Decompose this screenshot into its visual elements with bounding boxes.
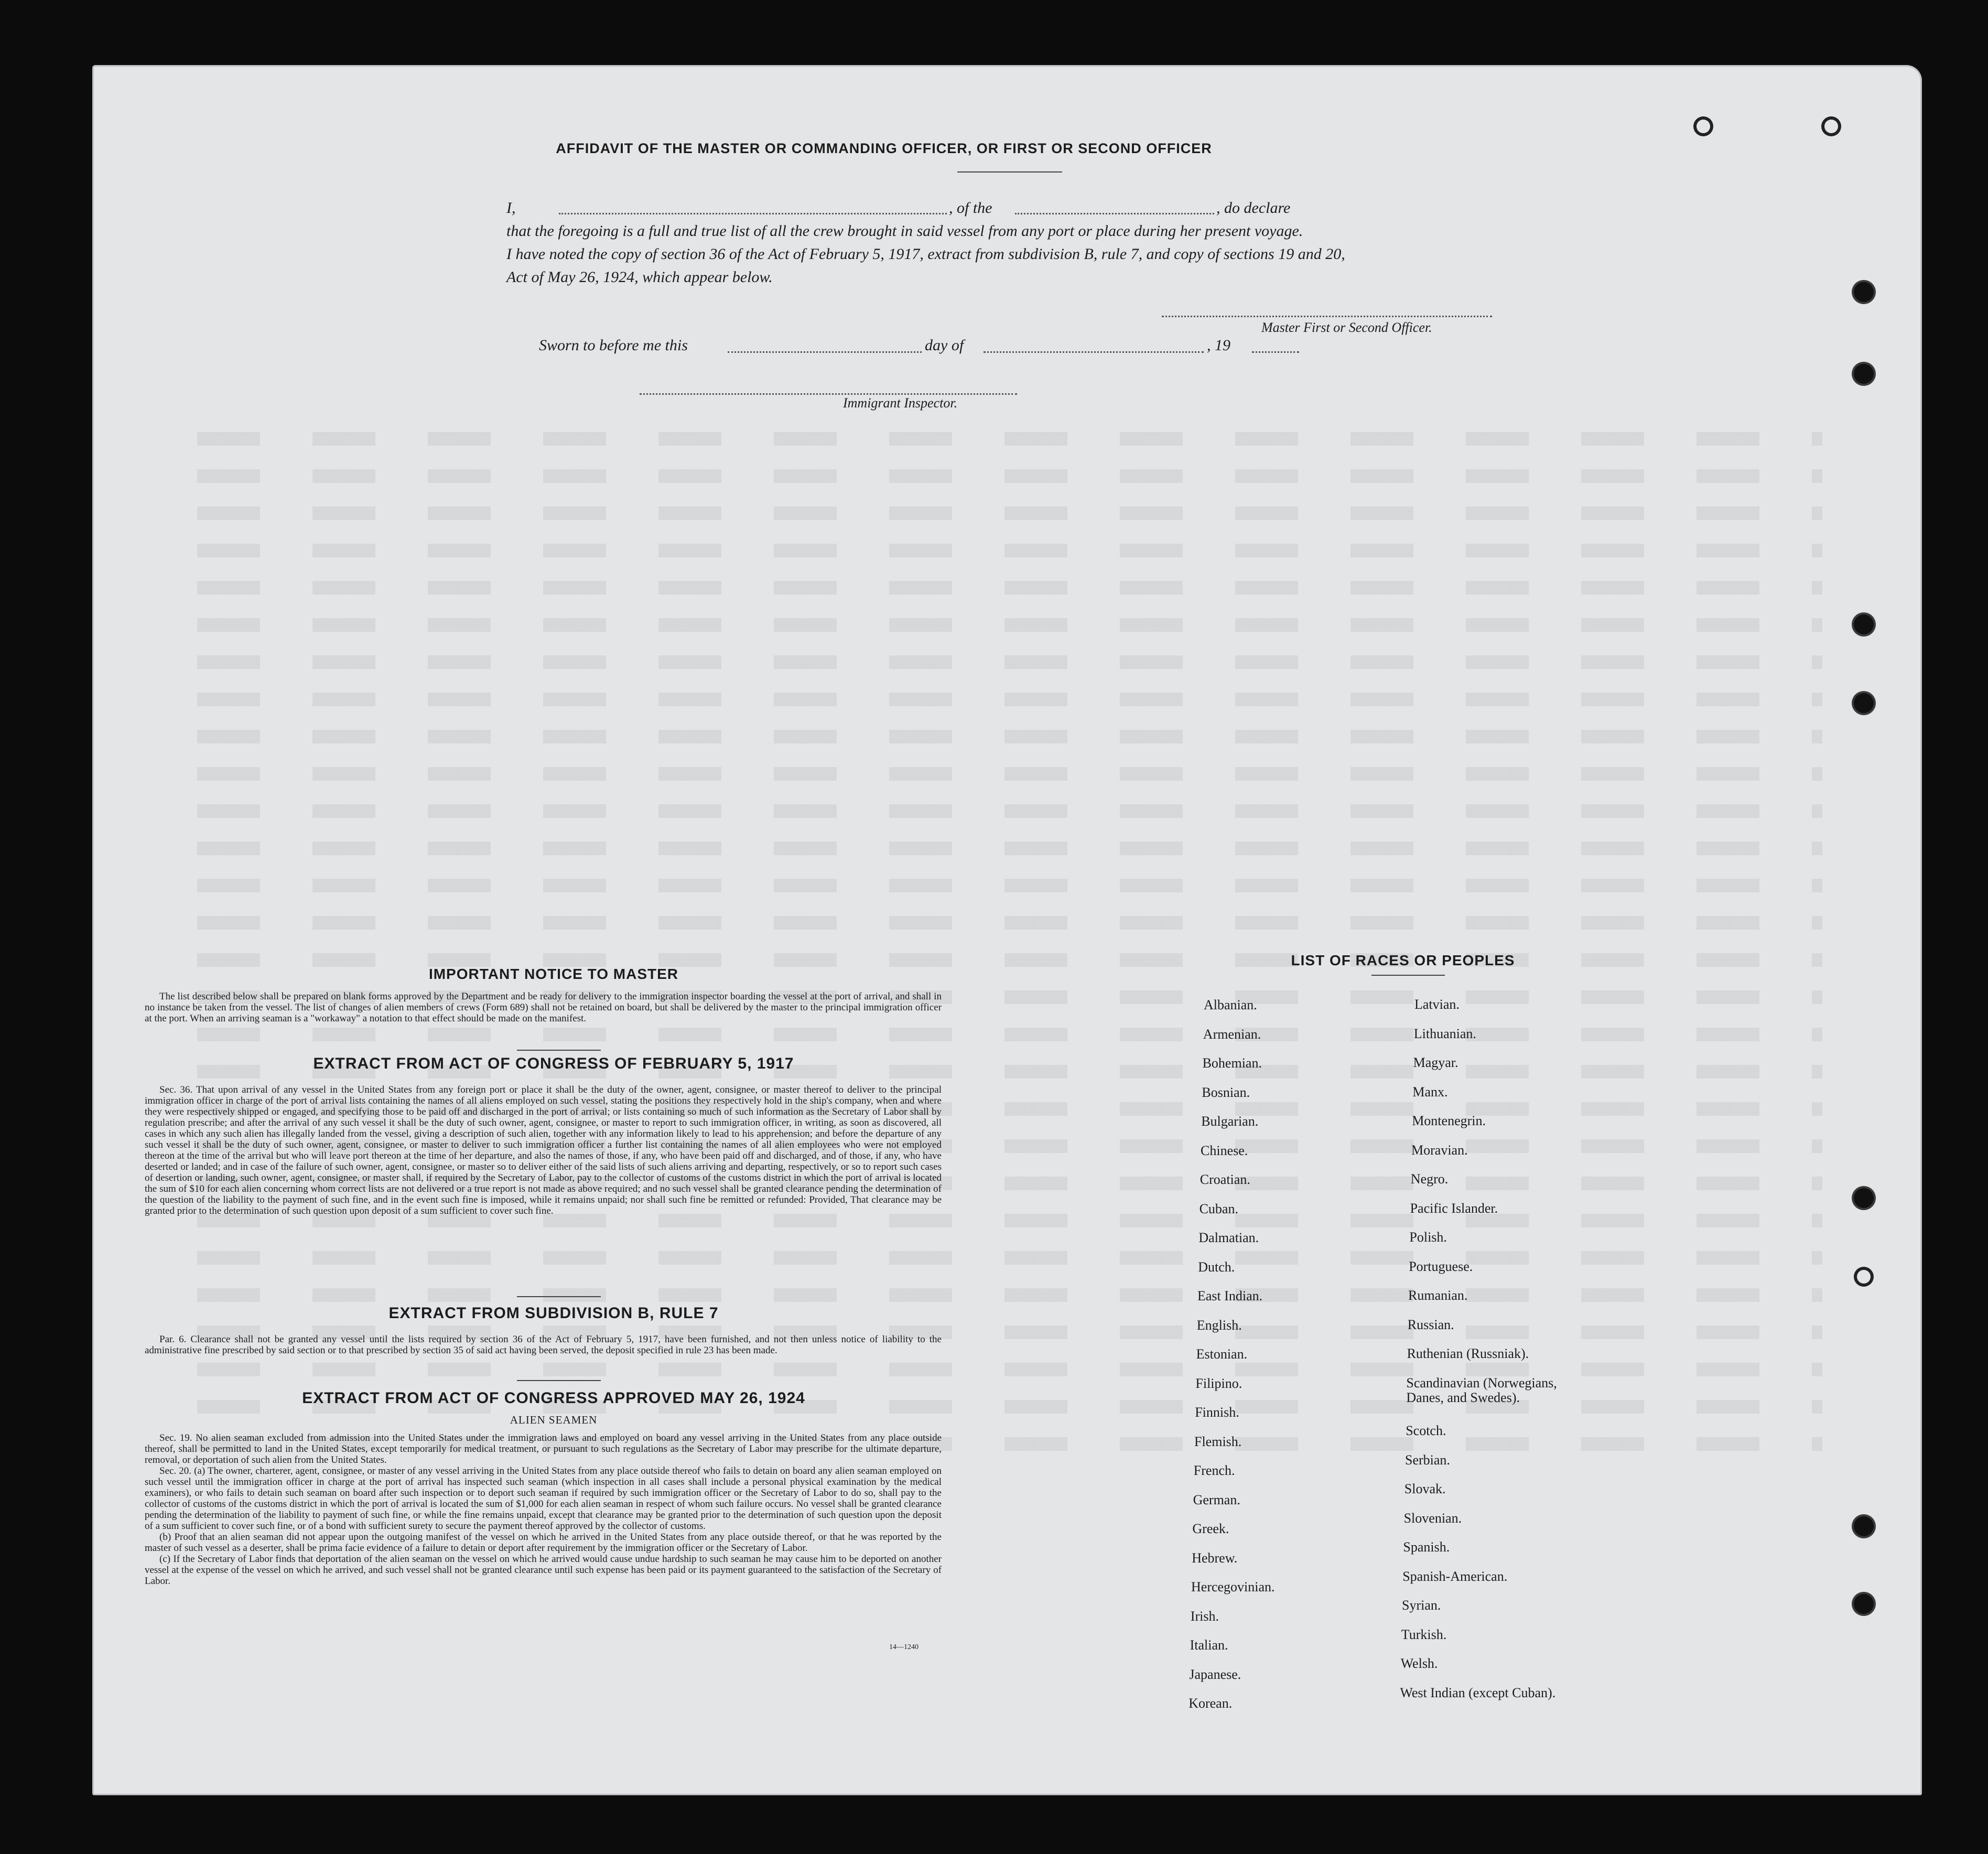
affidavit-line-3: Act of May 26, 1924, which appear below.: [506, 268, 773, 286]
binder-hole: [1854, 1267, 1874, 1287]
bleed-through-row: [197, 655, 1822, 669]
sec-36-paragraph: Sec. 36. That upon arrival of any vessel in the United States from any foreign port or place it shall be the duty of the owner, agent, consignee, or master thereof to deliver to the principal immigration officer in charge of the port of arrival lists containing the names of all aliens employed on such vessel, stating the positions they respectively hold in the ship's company, when and where they were respectively shipped or engaged, and specifying those to be paid off and discharged in the port of arrival; or lists containing so much of such information as the Secretary of Labor shall by regulation prescribe; and after the arrival of any such vessel it shall be the duty of such owner, agent, consignee, or master to report to such immigration officer, in writing, as soon as discovered, all cases in which any such alien has illegally landed from the vessel, giving a description of such alien, together with any information likely to lead to his apprehension; and before the departure of any such vessel it shall be the duty of such owner, agent, consignee, or master to deliver to such immigration officer a further list containing the names of all alien employees who were not employed thereon at the time of the arrival but who will leave port thereon at the time of her departure, and also the names of those, if any, who have been paid off and discharged, and of those, if any, who have deserted or landed; and in case of the failure of such owner, agent, consignee, or master so to deliver either of the said lists of such aliens arriving and departing, respectively, or so to report such cases of desertion or landing, such owner, agent, consignee, or master shall, if required by the Secretary of Labor, pay to the collector of customs of the customs district in which the port of arrival is located the sum of $10 for each alien concerning whom correct lists are not delivered or a true report is not made as above required; and no such vessel shall be granted clearance pending the determination of the question of the liability to the payment of such fine, and in the event such fine is imposed, while it remains unpaid; nor shall such fine be remitted or refunded: Provided, That clearance may be granted prior to the determination of such question upon deposit of a sum sufficient to cover such fine.: [145, 1084, 942, 1216]
binder-hole: [1854, 1516, 1874, 1536]
race-item: German.: [1193, 1492, 1240, 1507]
sec-19-paragraph: Sec. 19. No alien seaman excluded from admission into the United States under the immigration laws and employed on board any vessel arriving in the United States from any place outside thereof, shall be permitted to land in the United States, except temporarily for medical treatment, or pursuant to such regulations as the Secretary of Labor may prescribe for the ultimate departure, removal, or deportation of such alien from the United States.: [145, 1432, 942, 1465]
bleed-through-row: [197, 1251, 1822, 1265]
bleed-through-row: [197, 469, 1822, 483]
sworn-year-field[interactable]: [1252, 351, 1299, 353]
binder-hole: [1854, 1188, 1874, 1208]
race-item: Spanish-American.: [1402, 1568, 1508, 1584]
race-item: Ruthenian (Russniak).: [1407, 1346, 1529, 1361]
race-item: Italian.: [1190, 1637, 1228, 1653]
race-item: Spanish.: [1403, 1539, 1450, 1555]
race-item: English.: [1196, 1317, 1242, 1333]
binder-hole-top-2: [1821, 116, 1841, 136]
notice-paragraph: The list described below shall be prepared on blank forms approved by the Department and be ready for delivery to the immigration inspector boarding the vessel at the port of arrival, and shall in no instance be taken from the vessel. The list of changes of alien members of crews (Form 689) shall not be retained on board, but shall be delivered by the master to the principal immigration officer at the port. When an arriving seaman is a "workaway" a notation to that effect should be made on the manifest.: [145, 991, 942, 1024]
race-item: Flemish.: [1194, 1433, 1242, 1449]
race-item: Pacific Islander.: [1410, 1200, 1498, 1216]
binder-hole: [1854, 615, 1874, 634]
race-item: Bulgarian.: [1201, 1114, 1259, 1129]
vessel-name-field[interactable]: [1015, 213, 1214, 214]
race-item: Portuguese.: [1409, 1258, 1473, 1274]
race-item: Bohemian.: [1202, 1055, 1262, 1071]
notice-text: [145, 991, 942, 1024]
title-rule: [957, 171, 1062, 173]
bleed-through-row: [197, 879, 1822, 892]
declarant-name-field[interactable]: [559, 213, 947, 214]
section-rule: [517, 1380, 601, 1381]
race-item: Scotch.: [1406, 1423, 1446, 1438]
bleed-through-row: [197, 1288, 1822, 1302]
extract-1917-title: EXTRACT FROM ACT OF CONGRESS OF FEBRUARY 5, 1917: [313, 1055, 794, 1072]
bleed-through-row: [197, 693, 1822, 706]
race-item: Estonian.: [1196, 1346, 1248, 1362]
form-number: 14—1240: [889, 1643, 919, 1651]
day-of-label: day of: [925, 337, 964, 354]
race-item: Rumanian.: [1408, 1288, 1468, 1303]
par-6-paragraph: Par. 6. Clearance shall not be granted any vessel until the lists required by section 36 of the Act of February 5, 1917, have been furnished, and not then unless notice of liability to the administrative fine prescribed by said section or to that prescribed by section 35 of said act having been served, the deposit specified in rule 23 has been made.: [145, 1334, 942, 1356]
race-item: Latvian.: [1414, 997, 1460, 1012]
race-item: Hercegovinian.: [1191, 1579, 1275, 1594]
race-item: Negro.: [1410, 1171, 1449, 1187]
bleed-through-row: [197, 432, 1822, 446]
race-item: Chinese.: [1201, 1142, 1248, 1158]
race-item: Hebrew.: [1192, 1550, 1238, 1566]
race-item: Moravian.: [1411, 1142, 1468, 1158]
race-item: West Indian (except Cuban).: [1400, 1685, 1556, 1700]
race-item: Slovenian.: [1403, 1510, 1462, 1526]
race-item: Albanian.: [1204, 997, 1257, 1012]
race-item: Korean.: [1189, 1696, 1233, 1711]
race-item: Turkish.: [1401, 1626, 1447, 1642]
sworn-label: Sworn to before me this: [539, 337, 688, 354]
section-rule: [517, 1296, 601, 1297]
affidavit-title: AFFIDAVIT OF THE MASTER OR COMMANDING OFFICER, OR FIRST OR SECOND OFFICER: [556, 141, 1212, 156]
binder-hole: [1854, 693, 1874, 713]
binder-hole: [1854, 364, 1874, 384]
master-signature-label: Master First or Second Officer.: [1261, 320, 1432, 335]
race-item: Japanese.: [1189, 1666, 1241, 1682]
sworn-day-field[interactable]: [728, 351, 922, 353]
race-item: Russian.: [1407, 1317, 1454, 1332]
race-item: Dalmatian.: [1198, 1230, 1259, 1245]
inspector-signature-field[interactable]: [640, 393, 1017, 395]
bleed-through-row: [197, 1363, 1822, 1376]
race-item: Filipino.: [1195, 1375, 1242, 1391]
races-title: LIST OF RACES OR PEOPLES: [1291, 952, 1515, 968]
notice-title: IMPORTANT NOTICE TO MASTER: [428, 966, 679, 982]
inspector-label: Immigrant Inspector.: [843, 395, 958, 411]
bleed-through-row: [197, 916, 1822, 930]
manifest-page: [92, 65, 1922, 1795]
race-item: Armenian.: [1203, 1026, 1261, 1042]
bleed-through-row: [197, 804, 1822, 818]
sec-20b-paragraph: (b) Proof that an alien seaman did not appear upon the outgoing manifest of the vessel on which he arrived in the United States from any place outside thereof, or that he was reported by the master of such vessel as a deserter, shall be prima facie evidence of a failure to detain or deport after requirement by the immigration officer or the Secretary of Labor.: [145, 1532, 942, 1554]
bleed-through-row: [197, 767, 1822, 781]
extract-1924-title: EXTRACT FROM ACT OF CONGRESS APPROVED MAY 26, 1924: [302, 1389, 805, 1407]
race-item: Dutch.: [1198, 1259, 1235, 1275]
extract-rule7-title: EXTRACT FROM SUBDIVISION B, RULE 7: [388, 1305, 719, 1322]
affidavit-line-2: I have noted the copy of section 36 of the Act of February 5, 1917, extract from subdivision B, rule 7, and copy of sections 19 and 20,: [506, 245, 1345, 263]
race-item: Slovak.: [1404, 1481, 1446, 1496]
race-item: Irish.: [1190, 1608, 1219, 1624]
race-item: Manx.: [1412, 1084, 1448, 1100]
race-item: Lithuanian.: [1413, 1026, 1476, 1041]
bleed-through-row: [197, 544, 1822, 557]
declarant-label: I,: [506, 199, 516, 217]
race-item: Montenegrin.: [1412, 1113, 1486, 1128]
bleed-through-row: [197, 581, 1822, 595]
section-rule: [517, 1050, 601, 1051]
race-item: Croatian.: [1200, 1172, 1250, 1187]
master-signature-field[interactable]: [1162, 316, 1492, 317]
year-label: , 19: [1207, 337, 1230, 354]
binder-hole: [1854, 1594, 1874, 1614]
race-item: Serbian.: [1405, 1452, 1450, 1468]
sec-20c-paragraph: (c) If the Secretary of Labor finds that deportation of the alien seaman on the vessel on which he arrived would cause undue hardship to such seaman he may cause him to be deported on another vessel at the expense of the vessel on which he arrived, and such vessel shall not be granted clearance until such expense has been paid or its payment guaranteed to the satisfaction of the Secretary of Labor.: [145, 1554, 942, 1587]
bleed-through-row: [197, 842, 1822, 855]
race-item: Syrian.: [1402, 1598, 1441, 1613]
race-item: Bosnian.: [1202, 1084, 1250, 1100]
bleed-through-row: [197, 618, 1822, 632]
affidavit-line-1: that the foregoing is a full and true list of all the crew brought in said vessel from any port or place during her present voyage.: [506, 222, 1303, 240]
race-item: Scandinavian (Norwegians, Danes, and Swedes).: [1406, 1375, 1557, 1405]
bleed-through-row: [197, 506, 1822, 520]
race-item: Cuban.: [1199, 1201, 1238, 1216]
sec-20a-paragraph: Sec. 20. (a) The owner, charterer, agent, consignee, or master of any vessel arriving in the United States from any place outside thereof who fails to detain on board any alien seaman employed on such vessel until the immigration officer in charge at the port of arrival has inspected such seaman (which inspection in all cases shall include a personal physical examination by the medical examiners), or who fails to detain such seaman on board after such inspection or to deport such seaman if required by such immigration officer or the Secretary of Labor to do so, shall pay to the collector of customs of the customs district in which the port of arrival is located the sum of $1,000 for each alien seaman in respect of whom such failure occurs. No vessel shall be granted clearance pending the determination of the liability to payment of such fine, or while the fine remains unpaid, except that clearance may be granted prior to the determination of such question upon the deposit of a sum sufficient to cover such fine, or of a bond with sufficient surety to secure the payment thereof approved by the collector of customs.: [145, 1465, 942, 1532]
bleed-through-row: [197, 1028, 1822, 1041]
declare-label: , do declare: [1216, 199, 1291, 217]
vessel-of-label: , of the: [949, 199, 992, 217]
binder-hole-top-1: [1693, 116, 1713, 136]
race-item: Magyar.: [1413, 1055, 1458, 1070]
extract-1924-text: [145, 1432, 942, 1587]
race-item: East Indian.: [1197, 1288, 1263, 1303]
alien-seamen-subtitle: ALIEN SEAMEN: [510, 1414, 598, 1426]
race-item: Greek.: [1192, 1521, 1229, 1536]
binder-hole: [1854, 282, 1874, 302]
race-item: Welsh.: [1400, 1656, 1438, 1671]
sworn-month-field[interactable]: [984, 351, 1204, 353]
bleed-through-row: [197, 730, 1822, 743]
race-item: Polish.: [1409, 1230, 1447, 1245]
race-item: French.: [1193, 1463, 1235, 1478]
race-item: Finnish.: [1195, 1405, 1239, 1420]
extract-rule7-text: [145, 1334, 942, 1356]
extract-1917-text: [145, 1084, 942, 1216]
races-rule: [1371, 975, 1445, 976]
